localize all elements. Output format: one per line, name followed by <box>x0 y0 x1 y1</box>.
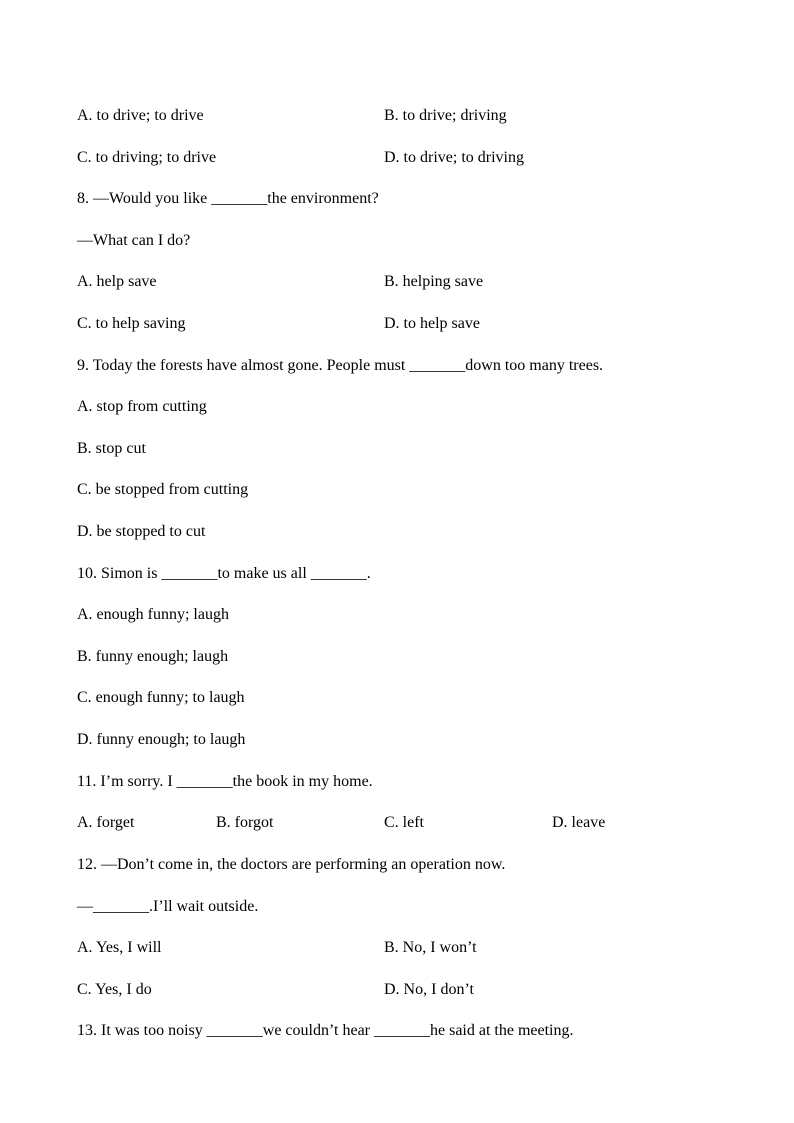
q11-option-a: A. forget <box>77 814 135 831</box>
q7-option-b: B. to drive; driving <box>384 107 507 124</box>
q13-stem: 13. It was too noisy _______we couldn’t hear _______he said at the meeting. <box>77 1022 574 1039</box>
q10-option-d: D. funny enough; to laugh <box>77 731 246 748</box>
q8-option-b: B. helping save <box>384 273 484 290</box>
q8-option-c: C. to help saving <box>77 315 186 332</box>
q11-option-b: B. forgot <box>216 814 274 831</box>
q12-option-d: D. No, I don’t <box>384 981 474 998</box>
q8-reply: —What can I do? <box>77 232 191 249</box>
q12-option-a: A. Yes, I will <box>77 939 162 956</box>
q9-option-a: A. stop from cutting <box>77 398 207 415</box>
q12-option-b: B. No, I won’t <box>384 939 477 956</box>
q10-option-b: B. funny enough; laugh <box>77 648 229 665</box>
q12-stem: 12. —Don’t come in, the doctors are performing an operation now. <box>77 856 506 873</box>
q7-option-d: D. to drive; to driving <box>384 149 524 166</box>
q12-reply: —_______.I’ll wait outside. <box>77 898 259 915</box>
q9-option-b: B. stop cut <box>77 440 146 457</box>
q10-option-c: C. enough funny; to laugh <box>77 689 245 706</box>
q8-option-a: A. help save <box>77 273 157 290</box>
q9-option-d: D. be stopped to cut <box>77 523 206 540</box>
q11-option-c: C. left <box>384 814 424 831</box>
q7-option-a: A. to drive; to drive <box>77 107 204 124</box>
q10-option-a: A. enough funny; laugh <box>77 606 229 623</box>
q7-option-c: C. to driving; to drive <box>77 149 217 166</box>
q11-stem: 11. I’m sorry. I _______the book in my home. <box>77 773 373 790</box>
q9-stem: 9. Today the forests have almost gone. People must _______down too many trees. <box>77 357 604 374</box>
q10-stem: 10. Simon is _______to make us all _______. <box>77 565 371 582</box>
q11-option-d: D. leave <box>552 814 606 831</box>
q8-option-d: D. to help save <box>384 315 480 332</box>
q8-stem: 8. —Would you like _______the environment? <box>77 190 379 207</box>
q12-option-c: C. Yes, I do <box>77 981 152 998</box>
q9-option-c: C. be stopped from cutting <box>77 481 249 498</box>
